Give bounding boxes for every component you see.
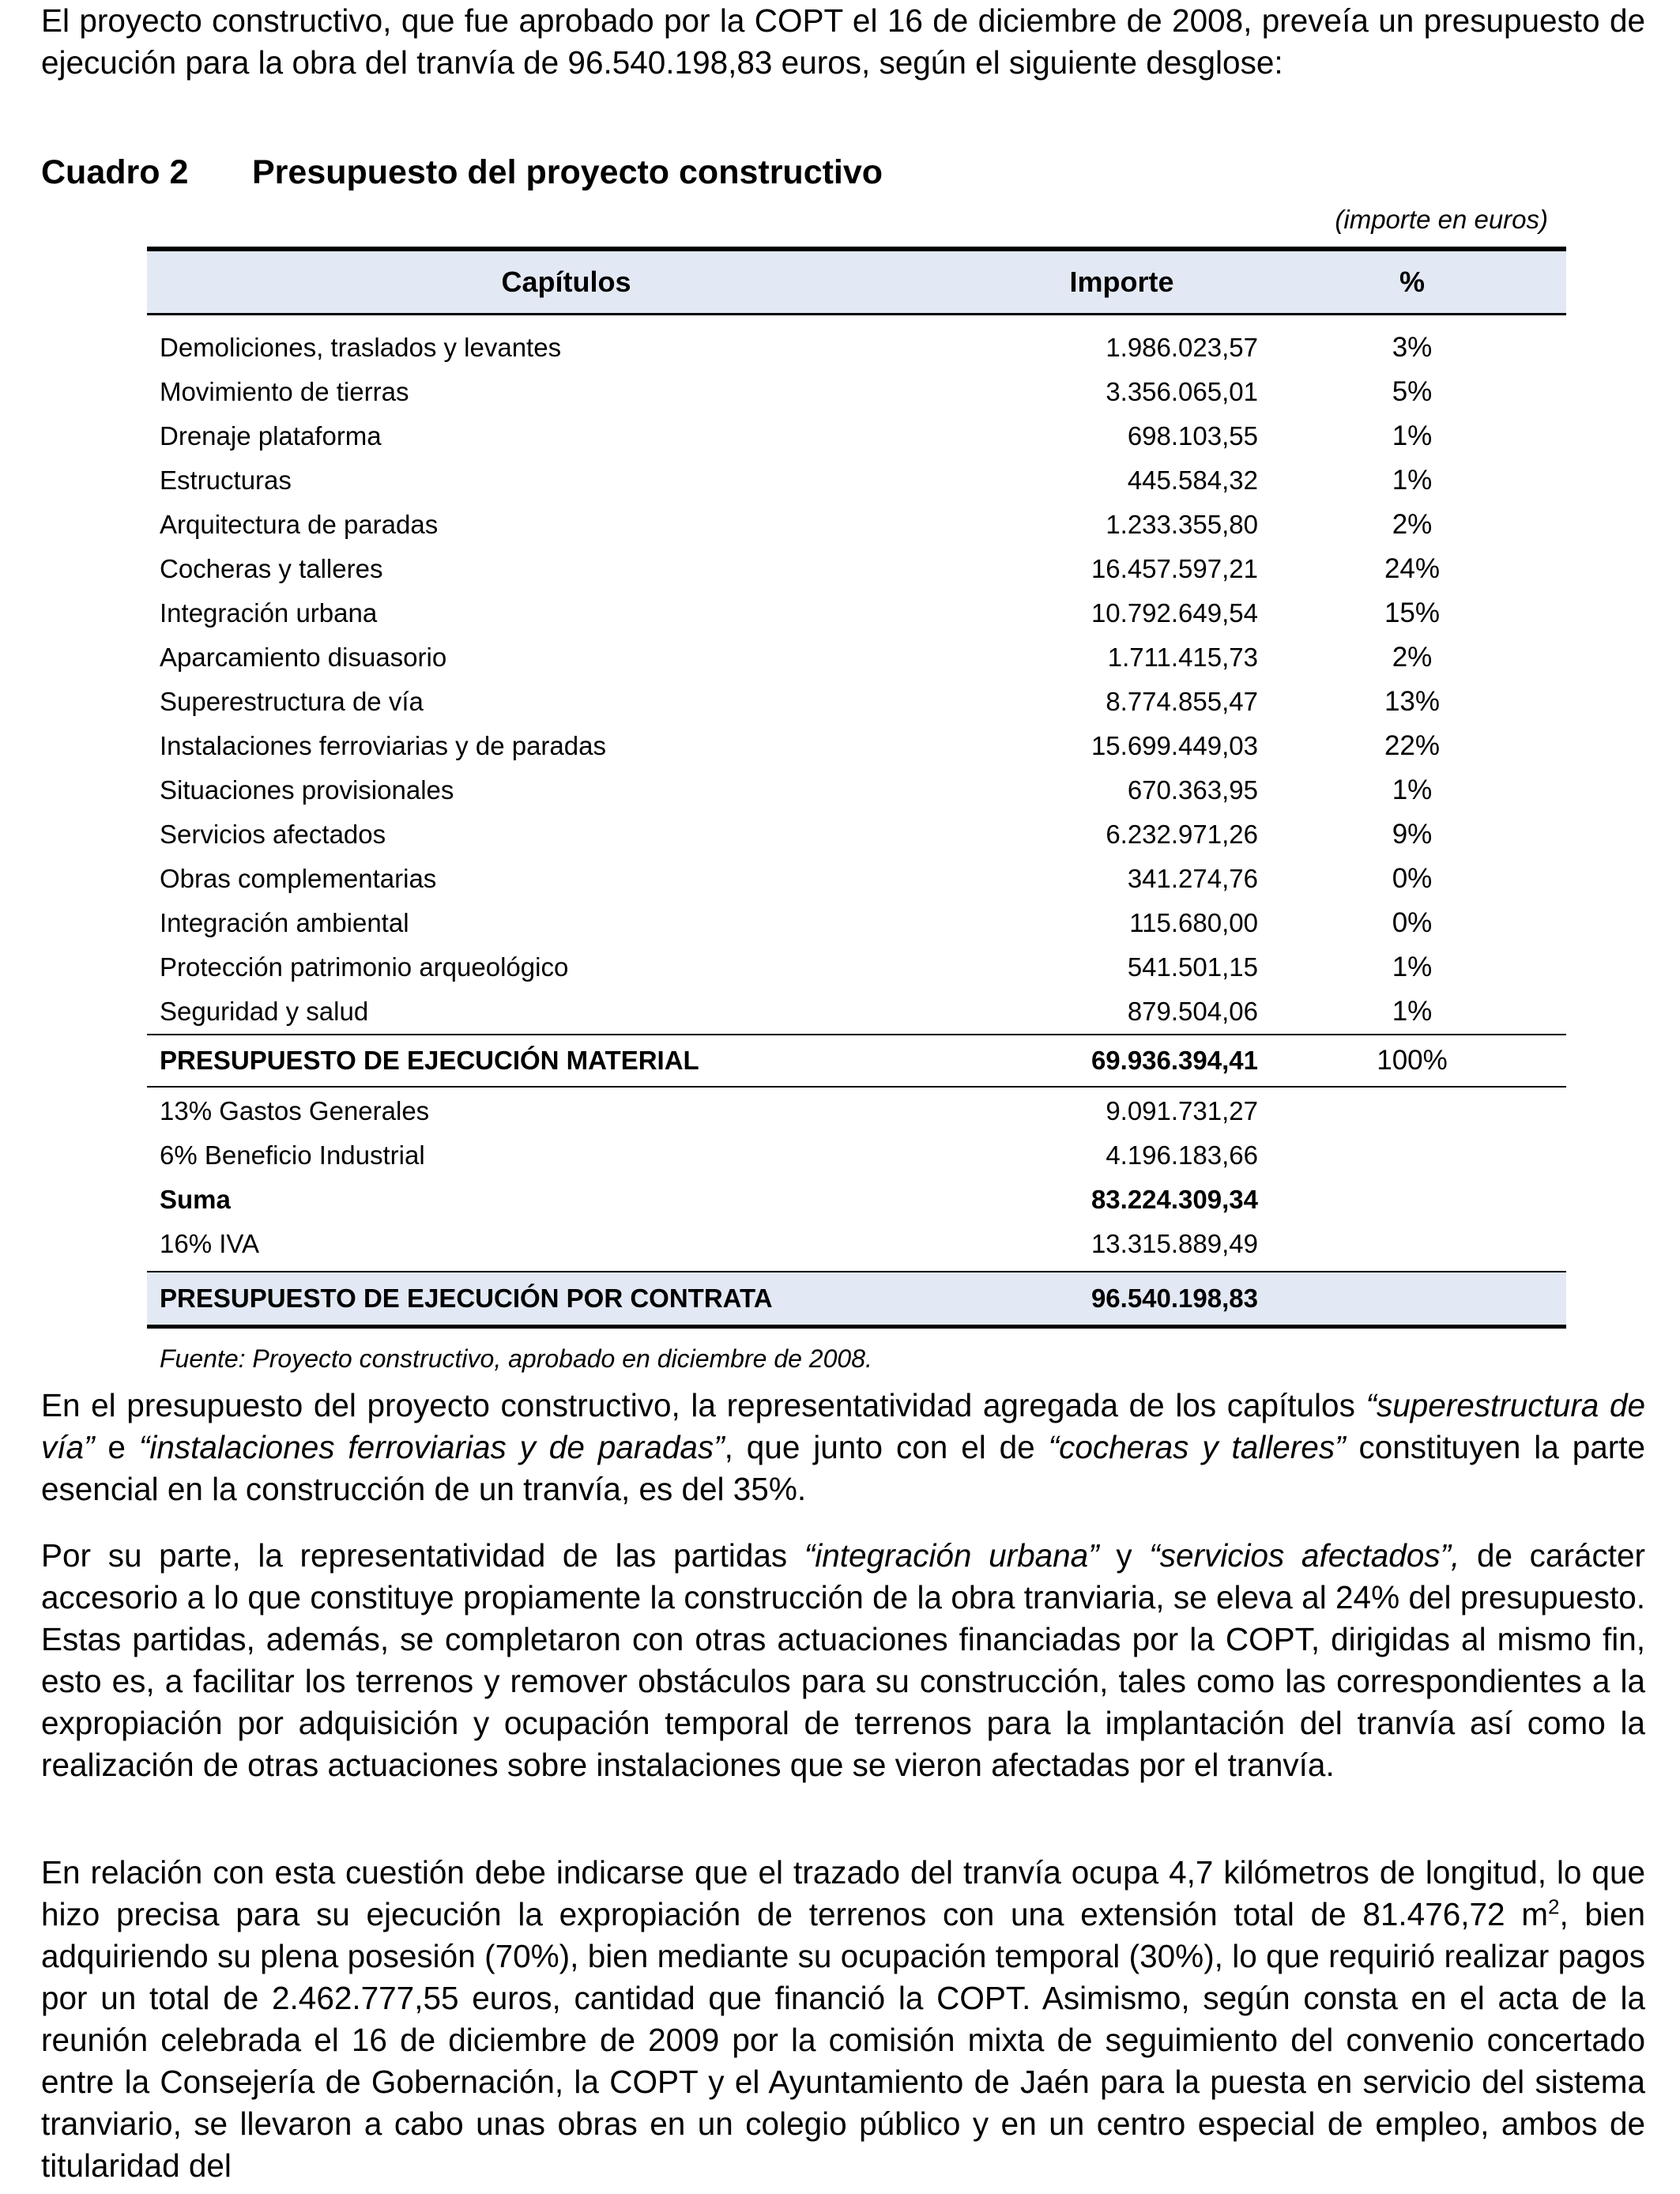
material-total-percent: 100%	[1377, 1045, 1448, 1076]
row-percent: 0%	[1392, 863, 1433, 894]
row-percent: 22%	[1384, 730, 1441, 761]
row-label: Demoliciones, traslados y levantes	[160, 333, 562, 362]
header-amount: Importe	[1069, 266, 1174, 298]
paragraph-2-text: constituyen la parte esencial en la construcción de un tranvía, es del 35%.	[41, 1429, 1646, 1507]
row-amount: 4.196.183,66	[1106, 1140, 1258, 1170]
row-amount: 15.699.449,03	[1090, 731, 1258, 760]
row-percent: 1%	[1392, 420, 1433, 451]
row-amount: 1.233.355,80	[1106, 510, 1258, 539]
row-label: Drenaje plataforma	[160, 421, 382, 450]
row-label: Aparcamiento disuasorio	[160, 643, 447, 672]
table-source-note: Fuente: Proyecto constructivo, aprobado en diciembre de 2008.	[160, 1344, 872, 1373]
contract-total-label: PRESUPUESTO DE EJECUCIÓN POR CONTRATA	[160, 1284, 773, 1313]
material-total-row	[147, 1035, 1566, 1086]
row-amount: 879.504,06	[1127, 997, 1258, 1026]
row-label: Movimiento de tierras	[160, 377, 409, 406]
row-amount: 6.232.971,26	[1106, 820, 1258, 849]
row-label: Servicios afectados	[160, 820, 386, 849]
table-row	[147, 503, 1566, 547]
row-percent: 1%	[1392, 952, 1433, 982]
row-amount: 698.103,55	[1127, 421, 1258, 450]
paragraph-2	[41, 1385, 1645, 1510]
paragraph-3-quote: “servicios afectados”,	[1149, 1537, 1460, 1574]
row-percent: 1%	[1392, 775, 1433, 805]
table-caption-number: Cuadro 2	[41, 153, 189, 191]
row-label: Superestructura de vía	[160, 687, 424, 716]
vat-label: 16% IVA	[160, 1229, 259, 1258]
paragraph-2-quote: “superestructura de vía”	[41, 1387, 1645, 1465]
material-total-label: PRESUPUESTO DE EJECUCIÓN MATERIAL	[160, 1046, 699, 1075]
row-percent: 9%	[1392, 819, 1433, 850]
table-row	[147, 1133, 1566, 1178]
table-row	[147, 370, 1566, 414]
paragraph-3	[41, 1535, 1645, 1786]
paragraph-2-text: e	[94, 1429, 139, 1465]
row-label: Cocheras y talleres	[160, 554, 383, 583]
header-chapters: Capítulos	[501, 266, 631, 298]
row-amount: 1.986.023,57	[1106, 333, 1258, 362]
row-label: Estructuras	[160, 466, 292, 495]
sum-amount: 83.224.309,34	[1090, 1185, 1258, 1214]
paragraph-2-quote: “cocheras y talleres”	[1048, 1429, 1346, 1465]
row-amount: 1.711.415,73	[1107, 643, 1258, 672]
row-amount: 9.091.731,27	[1106, 1096, 1258, 1125]
row-label: 6% Beneficio Industrial	[160, 1140, 425, 1170]
row-label: Obras complementarias	[160, 864, 437, 893]
sum-label: Suma	[160, 1185, 231, 1214]
row-percent: 15%	[1384, 598, 1441, 628]
row-label: Situaciones provisionales	[160, 775, 454, 805]
sum-row	[147, 1178, 1566, 1222]
row-amount: 10.792.649,54	[1090, 598, 1258, 628]
paragraph-3-text: y	[1098, 1537, 1150, 1574]
table-row	[147, 768, 1566, 812]
table-row	[147, 901, 1566, 945]
row-percent: 2%	[1392, 642, 1433, 673]
paragraph-3-quote: “integración urbana”	[804, 1537, 1099, 1574]
table-body	[147, 315, 1566, 1034]
row-percent: 2%	[1392, 509, 1433, 540]
table-row	[147, 990, 1566, 1034]
row-amount: 341.274,76	[1127, 864, 1258, 893]
row-percent: 24%	[1384, 553, 1441, 584]
vat-amount: 13.315.889,49	[1090, 1229, 1258, 1258]
row-label: Seguridad y salud	[160, 997, 369, 1026]
row-label: Arquitectura de paradas	[160, 510, 439, 539]
table-caption-title: Presupuesto del proyecto constructivo	[252, 153, 883, 191]
row-amount: 541.501,15	[1127, 952, 1258, 982]
row-amount: 445.584,32	[1127, 466, 1258, 495]
table-row	[147, 635, 1566, 680]
table-row	[147, 680, 1566, 724]
paragraph-4-text: , bien adquiriendo su plena posesión (70%), bien mediante su ocupación temporal (30%), lo que requirió realizar pagos por un total de 2.462.777,55 euros, cantidad que financió la COPT. Asimismo, según consta en el acta de la reunión celebrada el 16 de diciembre de 2009 por la comisión mixta de seguimiento del convenio concertado entre la Consejería de Gobernación, la COPT y el Ayuntamiento de Jaén para la puesta en servicio del sistema tranviario, se llevaron a cabo unas obras en un colegio público y en un centro especial de empleo, ambos de titularidad del	[41, 1896, 1646, 2184]
table-row	[147, 724, 1566, 768]
row-percent: 1%	[1392, 465, 1433, 496]
row-amount: 115.680,00	[1129, 908, 1258, 937]
table-row	[147, 326, 1566, 370]
row-percent: 3%	[1392, 332, 1433, 363]
row-label: Instalaciones ferroviarias y de paradas	[160, 731, 606, 760]
table-row	[147, 1089, 1566, 1133]
paragraph-4	[41, 1852, 1645, 2187]
paragraph-3-text: de carácter accesorio a lo que constituye propiamente la construcción de la obra tranviaria, se eleva al 24% del presupuesto. Estas partidas, además, se completaron con otras actuaciones financiadas por la COPT, dirigidas al mismo fin, esto es, a facilitar los terrenos y remover obstáculos para su construcción, tales como las correspondientes a la expropiación por adquisición y ocupación temporal de terrenos para la implantación del tranvía así como la realización de otras actuaciones sobre instalaciones que se vieron afectadas por el tranvía.	[41, 1537, 1645, 1783]
paragraph-3-text: Por su parte, la representatividad de las partidas	[41, 1537, 804, 1574]
table-row	[147, 945, 1566, 990]
paragraph-4-text: En relación con esta cuestión debe indicarse que el trazado del tranvía ocupa 4,7 kilómetros de longitud, lo que hizo precisa para su ejecución la expropiación de terrenos con una extensión total de 81.476,72 m	[41, 1854, 1645, 1932]
row-percent: 0%	[1392, 907, 1433, 938]
material-total-amount: 69.936.394,41	[1090, 1046, 1258, 1075]
row-percent: 1%	[1392, 996, 1433, 1027]
contract-total-row	[147, 1272, 1566, 1325]
table-caption	[41, 150, 883, 194]
paragraph-2-quote: “instalaciones ferroviarias y de paradas”	[138, 1429, 725, 1465]
vat-row	[147, 1222, 1566, 1266]
row-percent: 13%	[1384, 686, 1441, 717]
table-header	[147, 251, 1566, 313]
table-row	[147, 414, 1566, 458]
row-amount: 3.356.065,01	[1106, 377, 1258, 406]
table-row	[147, 458, 1566, 503]
table-row	[147, 857, 1566, 901]
budget-table	[147, 247, 1566, 1374]
row-amount: 8.774.855,47	[1106, 687, 1258, 716]
contract-total-amount: 96.540.198,83	[1090, 1284, 1258, 1313]
row-percent: 5%	[1392, 376, 1433, 407]
superscript-2: 2	[1548, 1894, 1560, 1919]
extras-block	[147, 1088, 1566, 1266]
table-bottom-rule	[147, 1325, 1566, 1329]
table-row	[147, 547, 1566, 591]
row-amount: 670.363,95	[1127, 775, 1258, 805]
unit-note: (importe en euros)	[1335, 205, 1548, 234]
row-label: 13% Gastos Generales	[160, 1096, 430, 1125]
row-amount: 16.457.597,21	[1090, 554, 1258, 583]
table-row	[147, 812, 1566, 857]
paragraph-2-text: , que junto con el de	[724, 1429, 1049, 1465]
intro-paragraph: El proyecto constructivo, que fue aprobado por la COPT el 16 de diciembre de 2008, preveía un presupuesto de ejecución para la obra del tranvía de 96.540.198,83 euros, según el siguiente desglose:	[41, 2, 1645, 81]
row-label: Integración ambiental	[160, 908, 409, 937]
paragraph-2-text: En el presupuesto del proyecto constructivo, la representatividad agregada de los capítulos	[41, 1387, 1366, 1423]
table-row	[147, 591, 1566, 635]
row-label: Protección patrimonio arqueológico	[160, 952, 569, 982]
header-percent: %	[1399, 266, 1425, 298]
row-label: Integración urbana	[160, 598, 378, 628]
